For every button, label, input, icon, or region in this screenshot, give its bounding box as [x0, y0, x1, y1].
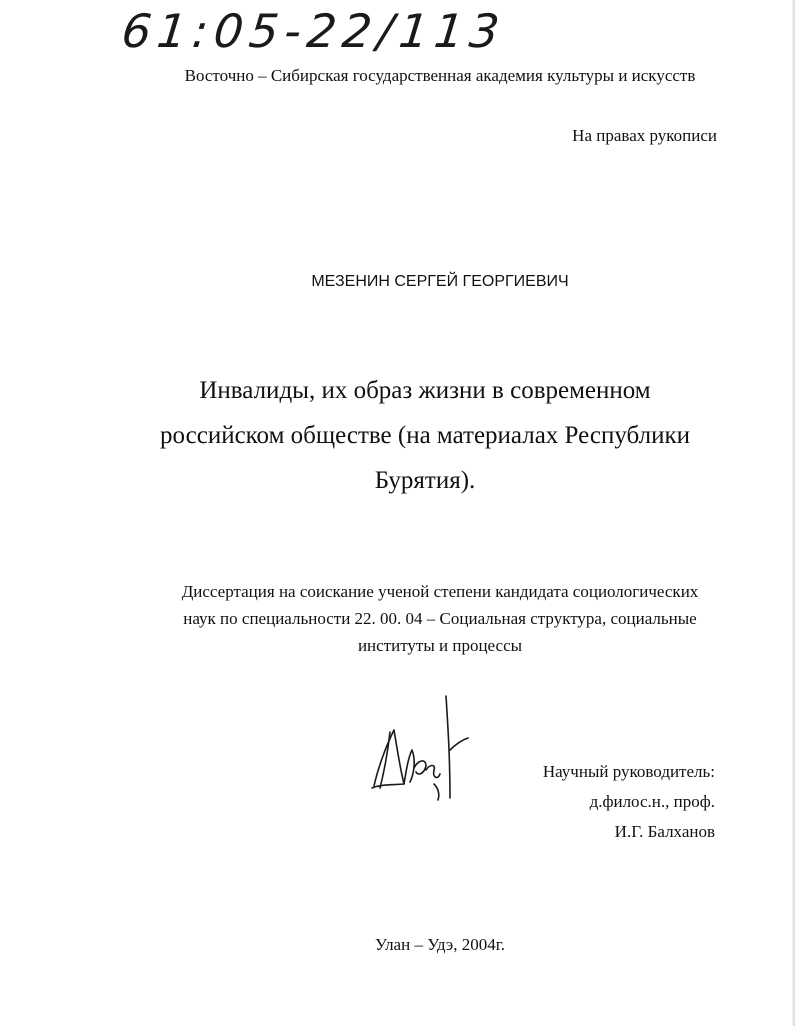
- dissertation-title: [100, 368, 750, 503]
- description-line: институты и процессы: [357, 636, 523, 655]
- supervisor-label: Научный руководитель:: [542, 762, 715, 781]
- supervisor-name: И.Г. Балханов: [614, 822, 715, 841]
- description-line: наук по специальности 22. 00. 04 – Социальная структура, социальные: [183, 609, 697, 628]
- supervisor-block: [543, 757, 715, 847]
- title-line: Бурятия).: [374, 467, 476, 494]
- place-and-year: Улан – Удэ, 2004г.: [374, 935, 506, 954]
- supervisor-degree: д.филос.н., проф.: [589, 792, 715, 811]
- title-line: Инвалиды, их образ жизни в современном: [199, 377, 651, 404]
- dissertation-description: [150, 578, 730, 659]
- manuscript-note: На правах рукописи: [572, 126, 717, 145]
- author-name: МЕЗЕНИН СЕРГЕЙ ГЕОРГИЕВИЧ: [311, 273, 569, 290]
- handwritten-signature: [364, 688, 474, 813]
- handwritten-archive-code: 61:05-22/113: [119, 4, 508, 58]
- institution-name: Восточно – Сибирская государственная академия культуры и искусств: [184, 66, 696, 85]
- title-line: российском обществе (на материалах Республики: [160, 422, 690, 449]
- description-line: Диссертация на соискание ученой степени кандидата социологических: [181, 582, 699, 601]
